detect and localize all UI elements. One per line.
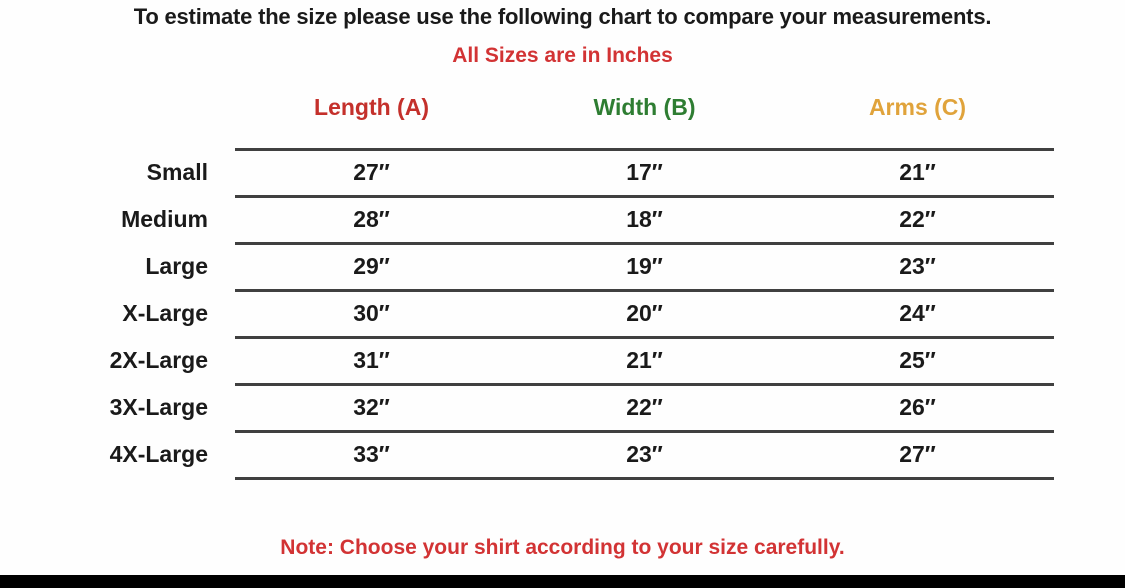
width-value: 19″ — [508, 243, 781, 290]
arms-value: 21″ — [781, 149, 1054, 196]
column-header-arms: Arms (C) — [781, 88, 1054, 149]
table-row-xlarge — [0, 290, 1054, 337]
table-row-medium — [0, 196, 1054, 243]
page-title: To estimate the size please use the following chart to compare your measurements. — [133, 4, 992, 29]
size-note: Note: Choose your shirt according to your size carefully. — [280, 536, 845, 559]
arms-value: 23″ — [781, 243, 1054, 290]
table-row-2xlarge — [0, 337, 1054, 384]
length-value: 29″ — [235, 243, 508, 290]
table-row-4xlarge — [0, 431, 1054, 478]
arms-value: 26″ — [781, 384, 1054, 431]
length-value: 27″ — [235, 149, 508, 196]
size-label: 4X-Large — [109, 441, 208, 467]
arms-value: 24″ — [781, 290, 1054, 337]
arms-value: 25″ — [781, 337, 1054, 384]
corner-cell — [0, 88, 235, 149]
width-value: 17″ — [508, 149, 781, 196]
column-header-width: Width (B) — [508, 88, 781, 149]
width-value: 21″ — [508, 337, 781, 384]
size-label: 2X-Large — [109, 347, 208, 373]
column-header-length: Length (A) — [235, 88, 508, 149]
size-label: 3X-Large — [109, 394, 208, 420]
length-value: 31″ — [235, 337, 508, 384]
length-value: 30″ — [235, 290, 508, 337]
size-label: Medium — [121, 206, 208, 232]
units-subtitle: All Sizes are in Inches — [452, 44, 673, 67]
table-row-large — [0, 243, 1054, 290]
width-value: 23″ — [508, 431, 781, 478]
size-table — [0, 88, 1054, 480]
size-label: Large — [145, 253, 208, 279]
table-row-3xlarge — [0, 384, 1054, 431]
width-value: 20″ — [508, 290, 781, 337]
bottom-black-bar — [0, 575, 1125, 588]
length-value: 32″ — [235, 384, 508, 431]
arms-value: 27″ — [781, 431, 1054, 478]
width-value: 22″ — [508, 384, 781, 431]
length-value: 33″ — [235, 431, 508, 478]
size-label: Small — [146, 159, 208, 185]
length-value: 28″ — [235, 196, 508, 243]
arms-value: 22″ — [781, 196, 1054, 243]
width-value: 18″ — [508, 196, 781, 243]
size-label: X-Large — [122, 300, 208, 326]
table-header-row — [0, 88, 1054, 149]
table-row-small — [0, 149, 1054, 196]
